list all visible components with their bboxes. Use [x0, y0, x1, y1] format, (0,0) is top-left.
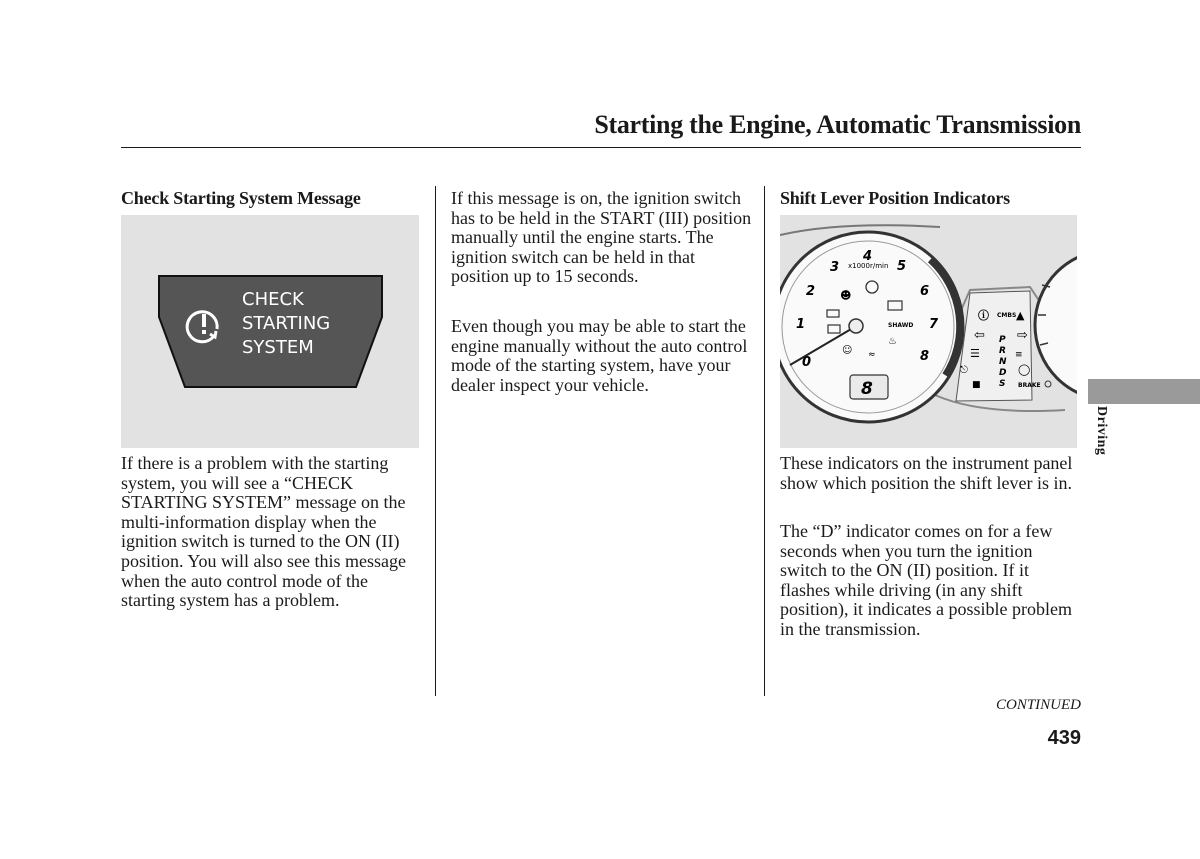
tach-number: 4 [863, 249, 873, 264]
instrument-cluster [780, 215, 1077, 448]
tach-unit: x1000r/min [848, 262, 889, 270]
tach-number: 8 [920, 349, 930, 364]
title-rule [121, 147, 1081, 148]
page-number: 439 [1047, 727, 1081, 749]
right-paragraph-1: These indicators on the instrument panel show which position the shift lever is in. [780, 453, 1073, 493]
left-body: If there is a problem with the starting system, you will see a “CHECK STARTING SYSTEM” message on the multi-information display when the ignition switch is turned to the ON (II) position. You will also see this message when the auto control mode of the starting system has a problem. [121, 453, 407, 611]
oil-pressure-icon: ♨ [888, 336, 897, 347]
column-divider-2 [764, 186, 765, 696]
brake-label: BRAKE [1018, 382, 1041, 389]
gear-digit: 8 [861, 379, 873, 399]
shift-position: R [999, 346, 1006, 356]
fog-light-icon: ⎋ [960, 365, 968, 376]
lights-on-icon: ≡ [1015, 350, 1023, 360]
tach-number: 1 [796, 317, 806, 332]
display-message [242, 288, 330, 360]
shift-position: P [999, 335, 1006, 345]
tach-number: 6 [920, 284, 930, 299]
tach-number: 3 [830, 260, 840, 275]
display-line: STARTING [242, 313, 331, 334]
tach-number: 7 [929, 317, 939, 332]
low-beam-icon: ☰ [970, 347, 980, 360]
left-turn-icon: ⇦ [974, 328, 985, 343]
tach-number: 5 [897, 259, 907, 274]
right-turn-icon: ⇨ [1017, 328, 1028, 343]
column-divider-1 [435, 186, 436, 696]
middle-paragraph-2: Even though you may be able to start the engine manually without the auto control mode of the starting system, have your dealer inspect your vehicle. [451, 316, 748, 395]
page-title: Starting the Engine, Automatic Transmission [594, 110, 1081, 139]
vsa-icon: ▲ [1016, 309, 1025, 322]
display-line: SYSTEM [242, 337, 314, 358]
tach-number: 2 [806, 284, 816, 299]
speedometer-edge [1035, 250, 1077, 400]
warning-icon [184, 305, 224, 345]
cmbs-label: CMBS [997, 312, 1017, 319]
seatbelt-icon: ☻ [840, 289, 852, 302]
check-starting-heading: Check Starting System Message [121, 188, 361, 208]
section-tab [1088, 379, 1200, 404]
sh-awd-label: SHAWD [888, 322, 914, 329]
check-starting-figure [121, 215, 419, 448]
temp-icon: ≈ [868, 350, 876, 360]
shift-position: D [999, 368, 1007, 378]
tpms-icon: ◯ [1018, 363, 1031, 376]
section-tab-label: Driving [1094, 406, 1109, 456]
display-line: CHECK [242, 289, 304, 310]
airbag-icon: ☺ [842, 345, 853, 356]
middle-paragraph-1: If this message is on, the ignition switch has to be held in the START (III) position manually until the engine starts. The ignition switch can be held in that position up to 15 seconds. [451, 188, 752, 287]
shift-position: N [999, 357, 1007, 367]
tach-number: 0 [802, 355, 812, 370]
info-icon: ⓘ [978, 309, 989, 322]
tach-hub [849, 319, 863, 333]
car-icon: ■ [972, 380, 981, 390]
continued-label: CONTINUED [995, 697, 1081, 713]
instrument-cluster-figure [780, 215, 1077, 448]
shift-position: S [999, 379, 1006, 389]
shift-indicators-heading: Shift Lever Position Indicators [780, 188, 1010, 208]
right-paragraph-2: The “D” indicator comes on for a few seconds when you turn the ignition switch to the ON (II) position. If it flashes while driving (in any shift position), it indicates a possible problem in the transmission. [780, 521, 1072, 639]
